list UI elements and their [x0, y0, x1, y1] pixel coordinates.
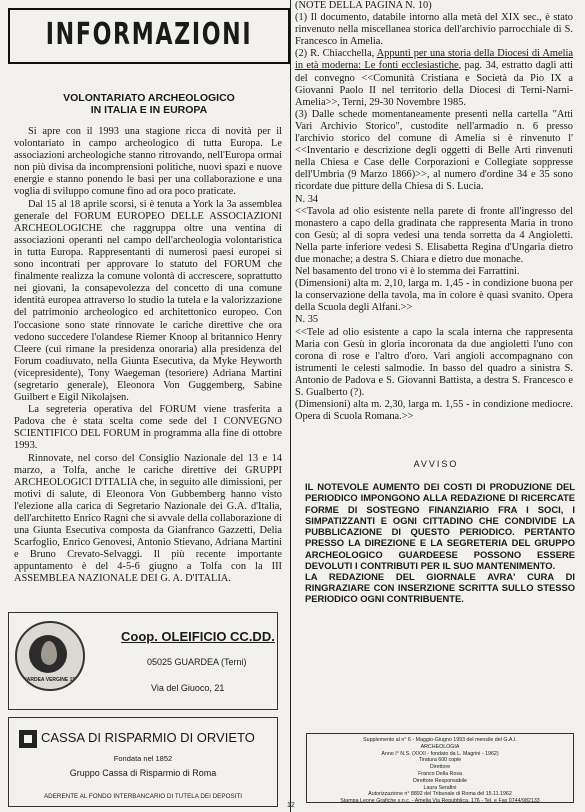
article-title-line2: IN ITALIA E IN EUROPA — [90, 104, 208, 116]
logo-text: GUARDEA VERGINE 1994 — [19, 677, 81, 683]
note-35-text: <<Tele ad olio esistente a capo la scala interna che rappresenta Maria con Gesù in gloria incoronata da due angioletti l'uno con corona di rose e l'altro d'oro. Vari angioli accompagnano con istrumenti le celesti salmodie. In basso del quadro a sinistra S. Antonio de Padova e S. Giovanni Battista, a destra S. Francesco e S. Gualberto (?). — [295, 326, 573, 398]
masthead — [8, 8, 290, 62]
colophon-line: Anno I° N.S. (XXXI - fondato da L. Magrini - 1962) — [381, 750, 499, 757]
oleificio-address: Via del Giuoco, 21 — [151, 683, 225, 693]
note-34-text-c: (Dimensioni) alta m. 2,10, larga m. 1,45 - in condizione buona per la conservazione della tavola, ma in colore è quasi svanito. Opera della Scuola degli Alfani.>> — [295, 278, 573, 314]
masthead-rule — [8, 62, 290, 64]
note-2 — [295, 48, 573, 108]
colophon-line: Direttore Responsabile — [413, 777, 467, 784]
bank-fund-note: ADERENTE AL FONDO INTERBANCARIO DI TUTELA DEI DEPOSITI — [43, 793, 243, 800]
colophon-line: ARCHEOLOGIA — [420, 743, 460, 750]
note-34-text: <<Tavola ad olio esistente nella parete di fronte all'ingresso del monastero a capo della gradinata che rappresenta Maria in trono con Gesù; al di sopra vedesi una tenda sorretta da 4 Angioletti. Nella parte inferiore vedesi S. Elisabetta Regina d'Ungaria dietro due monache; a destra S. Chiara e dietro due monache. — [295, 205, 573, 265]
oleificio-name: Coop. OLEIFICIO CC.DD. — [121, 629, 275, 644]
note-3: (3) Dalle schede momentaneamente presenti nella cartella "Atti Vari Archivio Storico", custodite nell'armadio n. 6 presso l'archivio storico del comune di Amelia si è rinvenuto l' <<Inventario e descrizione degli oggetti di Belle Arti rinvenuti nella Chiesa e Case delle Corporazioni e Collegiate soppresse dell'Umbria (9 Marzo 1866)>>, al numero d'ordine 34 e 35 sono ricordate due pitture della Chiesa di S. Lucia. — [295, 108, 573, 193]
note-34-label: N. 34 — [295, 193, 319, 205]
colophon-line: Franco Della Rosa — [418, 770, 462, 777]
article-body — [14, 126, 282, 586]
colophon-line: Stampa Leone Grafiche s.n.c. - Amelia Via Repubblica, 176 - Tel. e Fax 0744/982133 — [340, 798, 540, 805]
bank-founded: Fondata nel 1852 — [113, 754, 173, 763]
article-paragraph: Dal 15 al 18 aprile scorsi, si è tenuta a York la 3a assemblea generale del FORUM EUROPEO DELLE ASSOCIAZIONI ARCHEOLOGICHE che raggruppa oltre una ventina di associazioni operanti nel campo dell'archeologia volontaristica in tutta Europa. Rappresentanti di numerosi paesi europei si sono incontrati per approvare lo statuto del FORUM che finalmente realizza la comune volontà di accrescere, soprattutto nei giovani, la consapevolezza del concetto di una comune identità europea attraverso lo studio la tutela e la valorizzazione del patrimonio archeologico ed architettonico europeo. Con l'occasione sono state rinnovate le cariche direttive che ora vedono succedere l'olandese Riemer Knoop al britannico Henry Cleere (cui rimane la presidenza onoraria) alla presidenza del Forum coadiuvato, nella Giunta Esecutiva, da Myke Heyworth (vicepresidente), Tony Waegeman (tesoriere) Adriana Martini (segretario generale), Eleonora Von Guggemberg, Sabine Guilbert e Eigil Nikolajsen. — [14, 198, 282, 404]
bank-logo-icon — [19, 730, 37, 748]
colophon-line: Direttore — [429, 764, 451, 771]
bank-group: Gruppo Cassa di Risparmio di Roma — [69, 768, 217, 778]
avviso-paragraph: IL NOTEVOLE AUMENTO DEI COSTI DI PRODUZIONE DEL PERIODICO IMPONGONO ALLA REDAZIONE DI RICERCATE FORME DI SOSTEGNO FINANZIARIO FRA I SOCI, I SIMPATIZZANTI E OGNI CITTADINO CHE CONDIVIDE LA PUBBLICAZIONE DI QUESTO PERIODICO. PERTANTO PRESSO LA DIREZIONE E LA SEGRETERIA DEL GRUPPO ARCHEOLOGICO GUARDEESE POSSONO ESSERE DEVOLUTI I CONTRIBUTI PER IL SUO MANTENIMENTO. — [305, 481, 575, 571]
colophon-line: Autorizzazione n° 8892 del Tribunale di Roma del 15.11.1962 — [368, 791, 512, 798]
article-title-line1: VOLONTARIATO ARCHEOLOGICO — [63, 92, 235, 104]
note-2-rest: , pag. 34, estratto dagli atti del convegno <<Comunità Cristiana e Società da Pio IX a Giovanni Paolo II nel territorio della Diocesi di Terni-Narni-Amelia>>, Terni, 29-30 Novembre 1985. — [295, 60, 573, 108]
right-column — [290, 0, 581, 812]
masthead-title: INFORMAZIONI — [45, 17, 253, 52]
colophon-line: Supplemento al n° 6 - Maggio-Giugno 1993 del mensile del G.A.I. — [363, 737, 517, 743]
colophon-line: Laura Serafini — [423, 784, 457, 791]
note-35-text-b: (Dimensioni) alta m. 2,30, larga m. 1,55 - in condizione mediocre. Opera di Scuola Romana.>> — [295, 399, 573, 423]
bank-ad — [8, 717, 278, 807]
bank-name: CASSA DI RISPARMIO DI ORVIETO — [41, 730, 255, 745]
avviso-paragraph: LA REDAZIONE DEL GIORNALE AVRA' CURA DI RINGRAZIARE CON INSERZIONE SCRITTA SULLO STESSO PERIODICO OGNI CONTRIBUENTE. — [305, 570, 575, 605]
oleificio-city: 05025 GUARDEA (Terni) — [147, 657, 247, 667]
page-number: 12 — [287, 802, 295, 809]
notes-heading: (NOTE DELLA PAGINA N. 10) — [295, 0, 432, 11]
note-34-text-b: Nel basamento del trono vi è lo stemma dei Farrattini. — [295, 266, 520, 278]
colophon-line: Tiratura 600 copie — [418, 757, 462, 764]
left-column — [8, 0, 290, 586]
note-2-title: Appunti per una storia della Diocesi di Amelia in età moderna: Le fonti ecclesiastiche — [295, 48, 573, 72]
olive-drop-icon — [41, 641, 57, 665]
avviso-body — [305, 481, 575, 604]
article-paragraph: La segreteria operativa del FORUM viene trasferita a Padova che è stata scelta come sede del I CONVEGNO SCIENTIFICO DEL FORUM in programma alla fine di ottobre 1993. — [14, 404, 282, 452]
avviso-title: AVVISO — [413, 459, 459, 470]
note-35-label: N. 35 — [295, 314, 319, 326]
article-title — [8, 92, 290, 116]
article-paragraph: Si apre con il 1993 una stagione ricca di novità per il volontariato in campo archeologico di tutta Europa. Le associazioni archeologiche stanno ritrovando, nell'Europa ormai non più divisa da incomprensioni politiche, nuovi spazi e nuove energie e stanno ponendo le basi per una collaborazione e una voglia di sviluppo comune fino ad ora poco praticate. — [14, 126, 282, 198]
notes-body — [295, 0, 573, 423]
oleificio-ad — [8, 612, 278, 710]
note-2-author: (2) R. Chiacchella, — [295, 48, 377, 60]
note-1: (1) Il documento, databile intorno alla metà del XIX sec., è stato rinvenuto nella miscellanea storica dell'archivio parrocchiale di S. Francesco in Amelia. — [295, 12, 573, 48]
article-paragraph: Rinnovate, nel corso del Consiglio Nazionale del 13 e 14 marzo, a Tolfa, anche le cariche direttive dei GRUPPI ARCHEOLOGICI D'ITALIA che, in seguito alle dimissioni, per motivi di salute, di Eleonora Von Gubbemberg hanno visto l'elezione alla carica di Segretario Nazionale dei G.A. d'Italia, dell'architetto Enrico Ragni che si avvale della collaborazione di una Giunta Esecutiva composta da Gianfranco Gazzetti, Delia Scarfoglio, Enrico Genovesi, Antonio Stievano, Adriana Martini e Bruno Crevato-Selvaggi. Il più recente importante appuntamento è del 4-5-6 giugno a Tolfa con la III ASSEMBLEA NAZIONALE DEI G. A. D'ITALIA. — [14, 452, 282, 585]
oleificio-logo — [15, 621, 85, 691]
colophon-box — [306, 733, 574, 803]
